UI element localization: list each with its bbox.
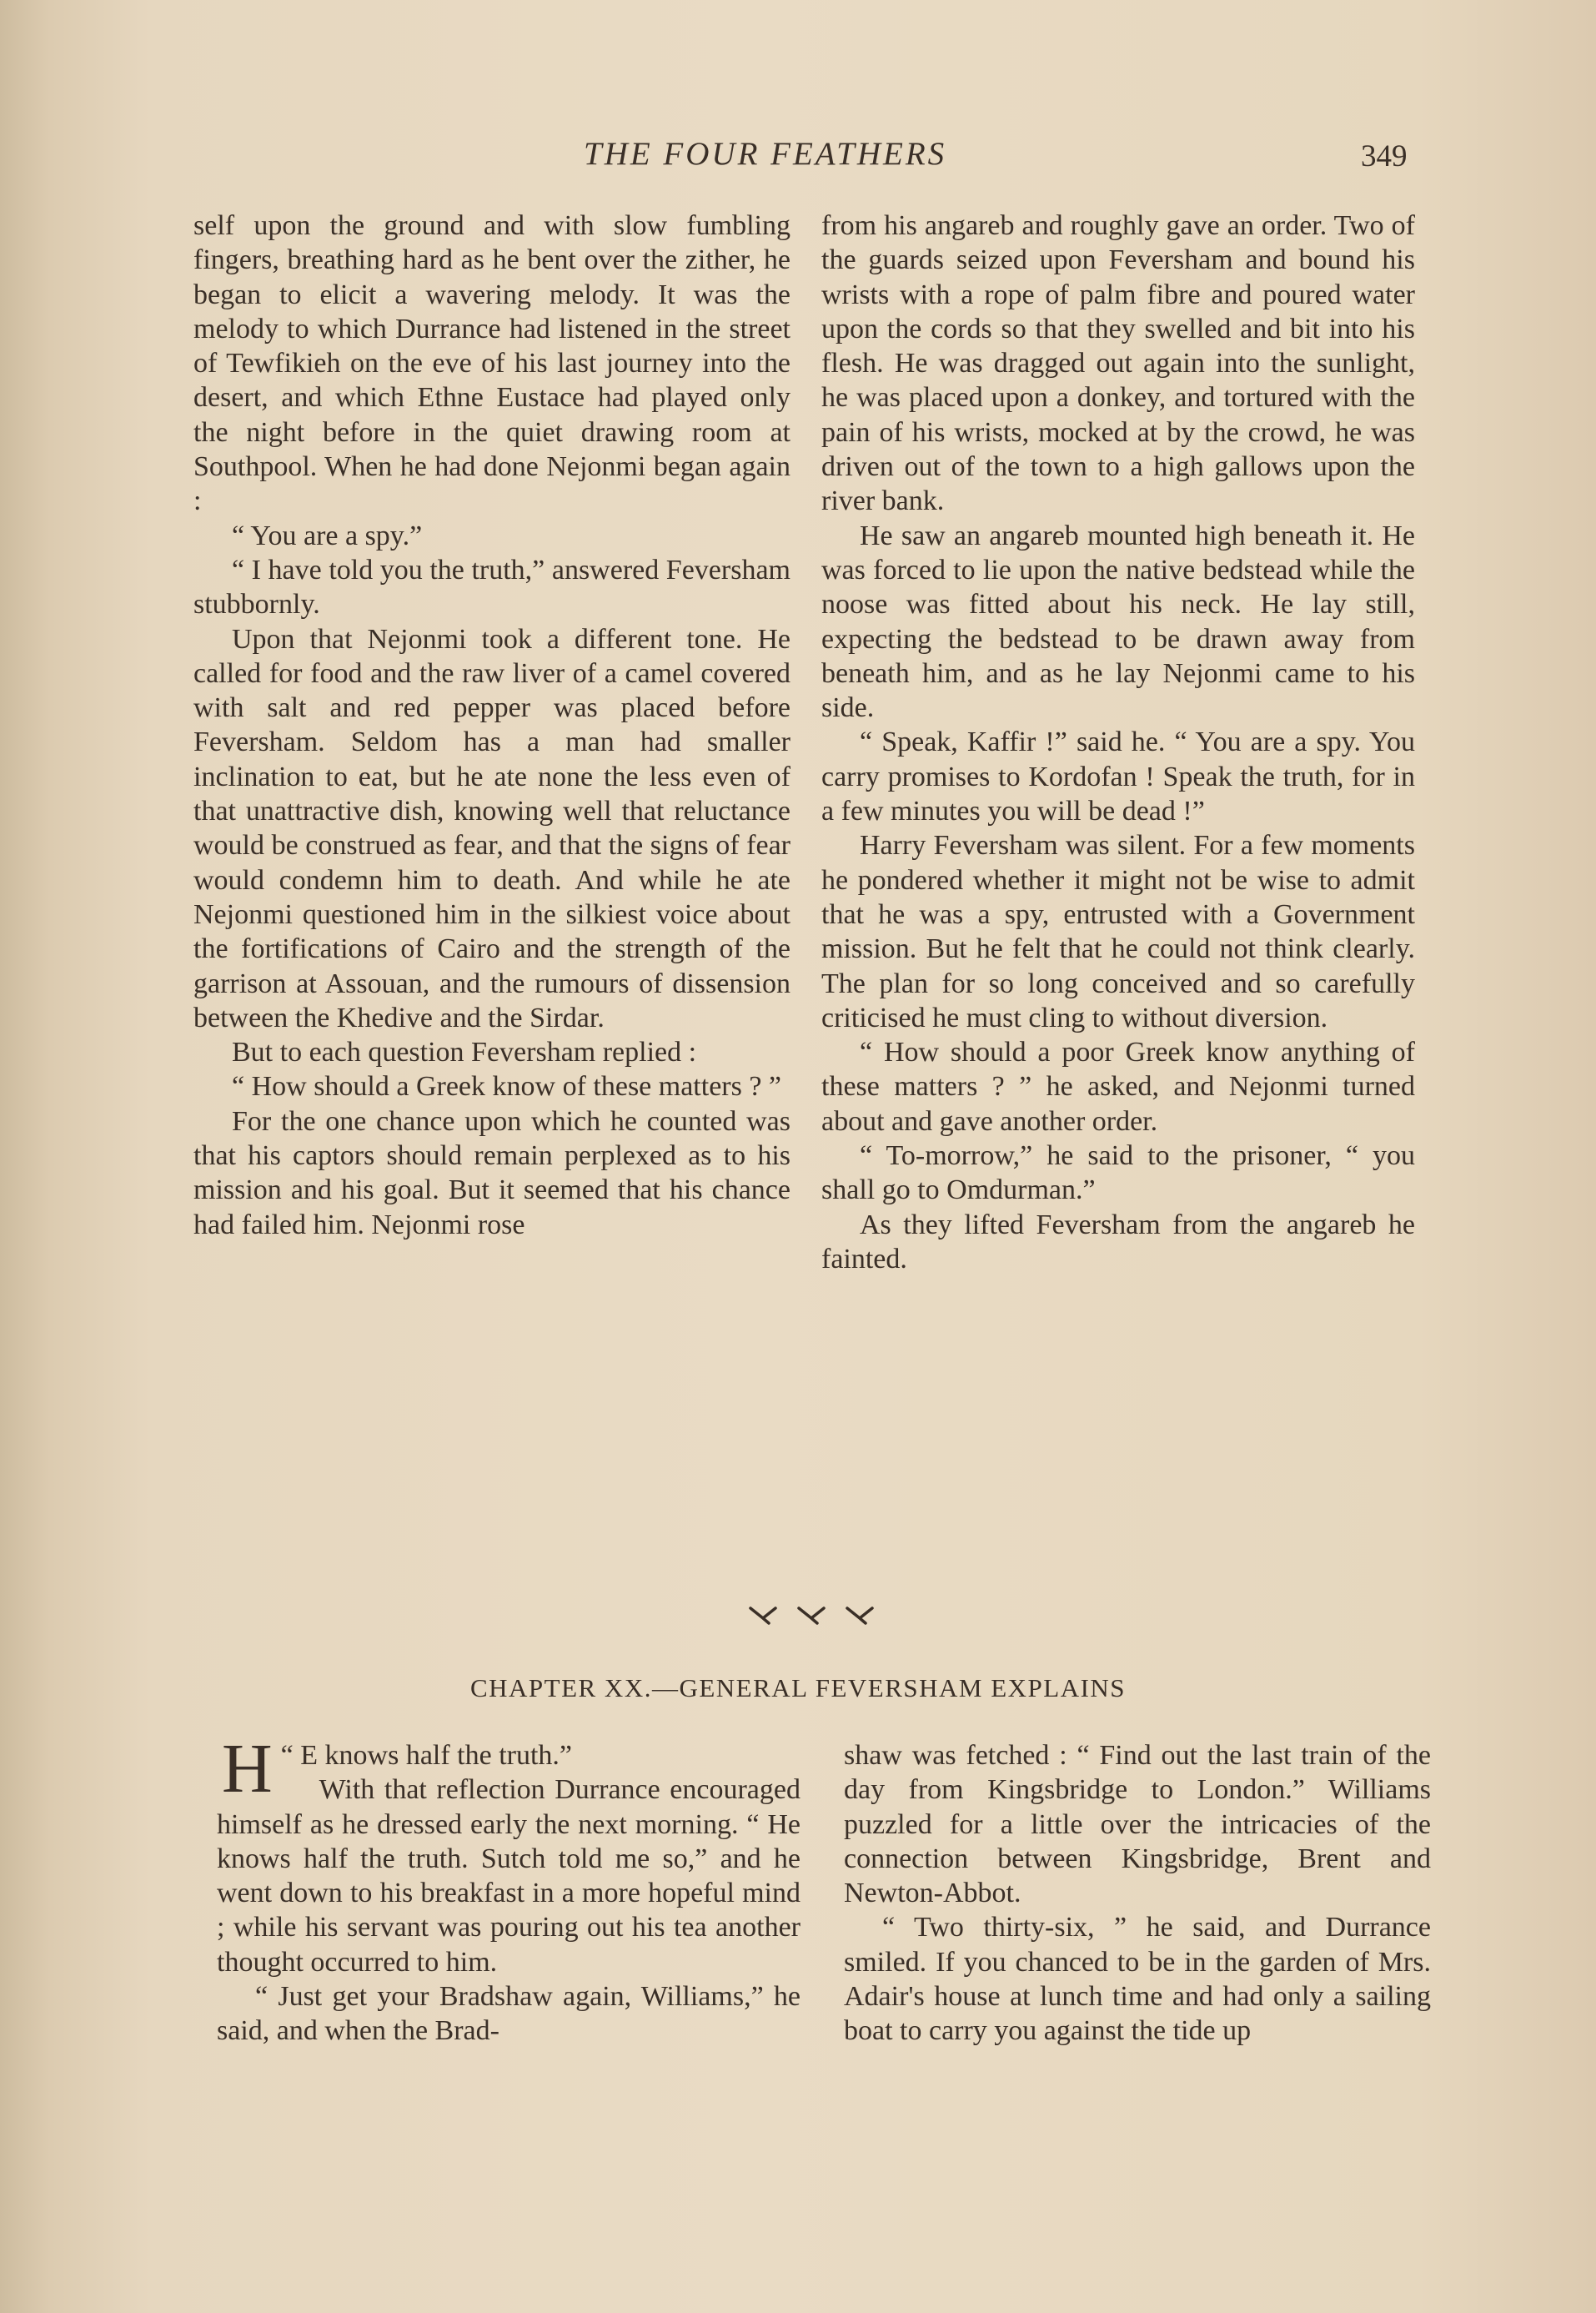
drop-cap: H <box>222 1730 273 1808</box>
ornament-mark <box>750 1608 872 1623</box>
page-number: 349 <box>1361 139 1408 173</box>
running-head <box>0 135 1596 177</box>
running-title: THE FOUR FEATHERS <box>584 136 947 172</box>
opening-paragraph <box>217 1730 801 1808</box>
paragraph: “ How should a Greek know of these matters ? ” <box>232 1071 782 1103</box>
bottom-left-column <box>217 1730 801 2049</box>
section-ornament <box>734 1598 901 1632</box>
paragraph: “ Speak, Kaffir !” said he. “ You are a spy. You carry promises to Kordofan ! Speak the truth, for in a few minutes you will be dead !” <box>821 727 1415 827</box>
paragraph: “ To-morrow,” he said to the prisoner, “ you shall go to Omdurman.” <box>821 1140 1415 1206</box>
paragraph: “ You are a spy.” <box>232 520 423 551</box>
paragraph: Upon that Nejonmi took a different tone. He called for food and the raw liver of a camel covered with salt and red pepper was placed before Feversham. Seldom has a man had smaller inclination to eat, but he ate none the less even of that unattractive dish, knowing well that reluctance would be construed as fear, and that the signs of fear would condemn him to death. And while he ate Nejonmi questioned him in the silkiest voice about the fortifications of Cairo and the strength of the garrison at Assouan, and the rumours of dissension between the Khedive and the Sirdar. <box>193 623 790 1033</box>
opening-quote: “ <box>280 1740 294 1771</box>
paragraph: With that reflection Durrance encouraged himself as he dressed early the next morning. “ He knows half the truth. Sutch told me so,” and he went down to his breakfast in a more hopeful mind ; while his servant was pouring out his tea another thought occurred to him. <box>217 1774 801 1978</box>
paragraph: As they lifted Feversham from the angareb he fainted. <box>821 1209 1415 1275</box>
opening-text: E knows half the truth.” <box>300 1740 573 1771</box>
paragraph: Harry Feversham was silent. For a few moments he pondered whether it might not be wise to admit that he was a spy, entrusted with a Government mission. But he felt that he could not think clearly. The plan for so long conceived and so carefully criticised he must cling to without diversion. <box>821 830 1415 1033</box>
chapter-heading: CHAPTER XX.—GENERAL FEVERSHAM EXPLAINS <box>469 1673 1127 1702</box>
paragraph: “ Just get your Bradshaw again, Williams,” he said, and when the Brad- <box>217 1981 801 2047</box>
paragraph: But to each question Feversham replied : <box>232 1037 697 1069</box>
paragraph: He saw an angareb mounted high beneath it. He was forced to lie upon the native bedstead while the noose was fitted about his neck. He lay still, expecting the bedstead to be drawn away from beneath him, and as he lay Nejonmi came to his side. <box>821 520 1415 724</box>
bottom-right-column <box>844 1738 1431 2049</box>
paragraph: from his angareb and roughly gave an order. Two of the guards seized upon Feversham and bound his wrists with a rope of palm fibre and poured water upon the cords so that they swelled and bit into his flesh. He was dragged out again into the sunlight, he was placed upon a donkey, and tortured with the pain of his wrists, mocked at by the crowd, he was driven out of the town to a high gallows upon the river bank. <box>821 210 1415 517</box>
paragraph: “ How should a poor Greek know anything of these matters ? ” he asked, and Nejonmi turned about and gave another order. <box>821 1037 1415 1137</box>
paragraph: For the one chance upon which he counted was that his captors should remain perplexed as to his mission and his goal. But it seemed that his chance had failed him. Nejonmi rose <box>193 1105 790 1240</box>
paragraph: “ I have told you the truth,” answered Feversham stubbornly. <box>193 554 790 621</box>
paragraph: “ Two thirty-six, ” he said, and Durrance smiled. If you chanced to be in the garden of Mrs. Adair's house at lunch time and had only a sailing boat to carry you against the tide up <box>844 1912 1431 2047</box>
paragraph: self upon the ground and with slow fumbling fingers, breathing hard as he bent over the zither, he began to elicit a wavering melody. It was the melody to which Durrance had listened in the street of Tewfikieh on the eve of his last journey into the desert, and which Ethne Eustace had played only the night before in the quiet drawing room at Southpool. When he had done Nejonmi began again : <box>193 210 790 517</box>
top-right-column <box>821 209 1415 1276</box>
paragraph: shaw was fetched : “ Find out the last train of the day from Kingsbridge to London.” Williams puzzled for a little over the intricacies of the connection between Kingsbridge, Brent and Newton-Abbot. <box>844 1740 1431 1909</box>
top-left-column <box>193 209 790 1242</box>
